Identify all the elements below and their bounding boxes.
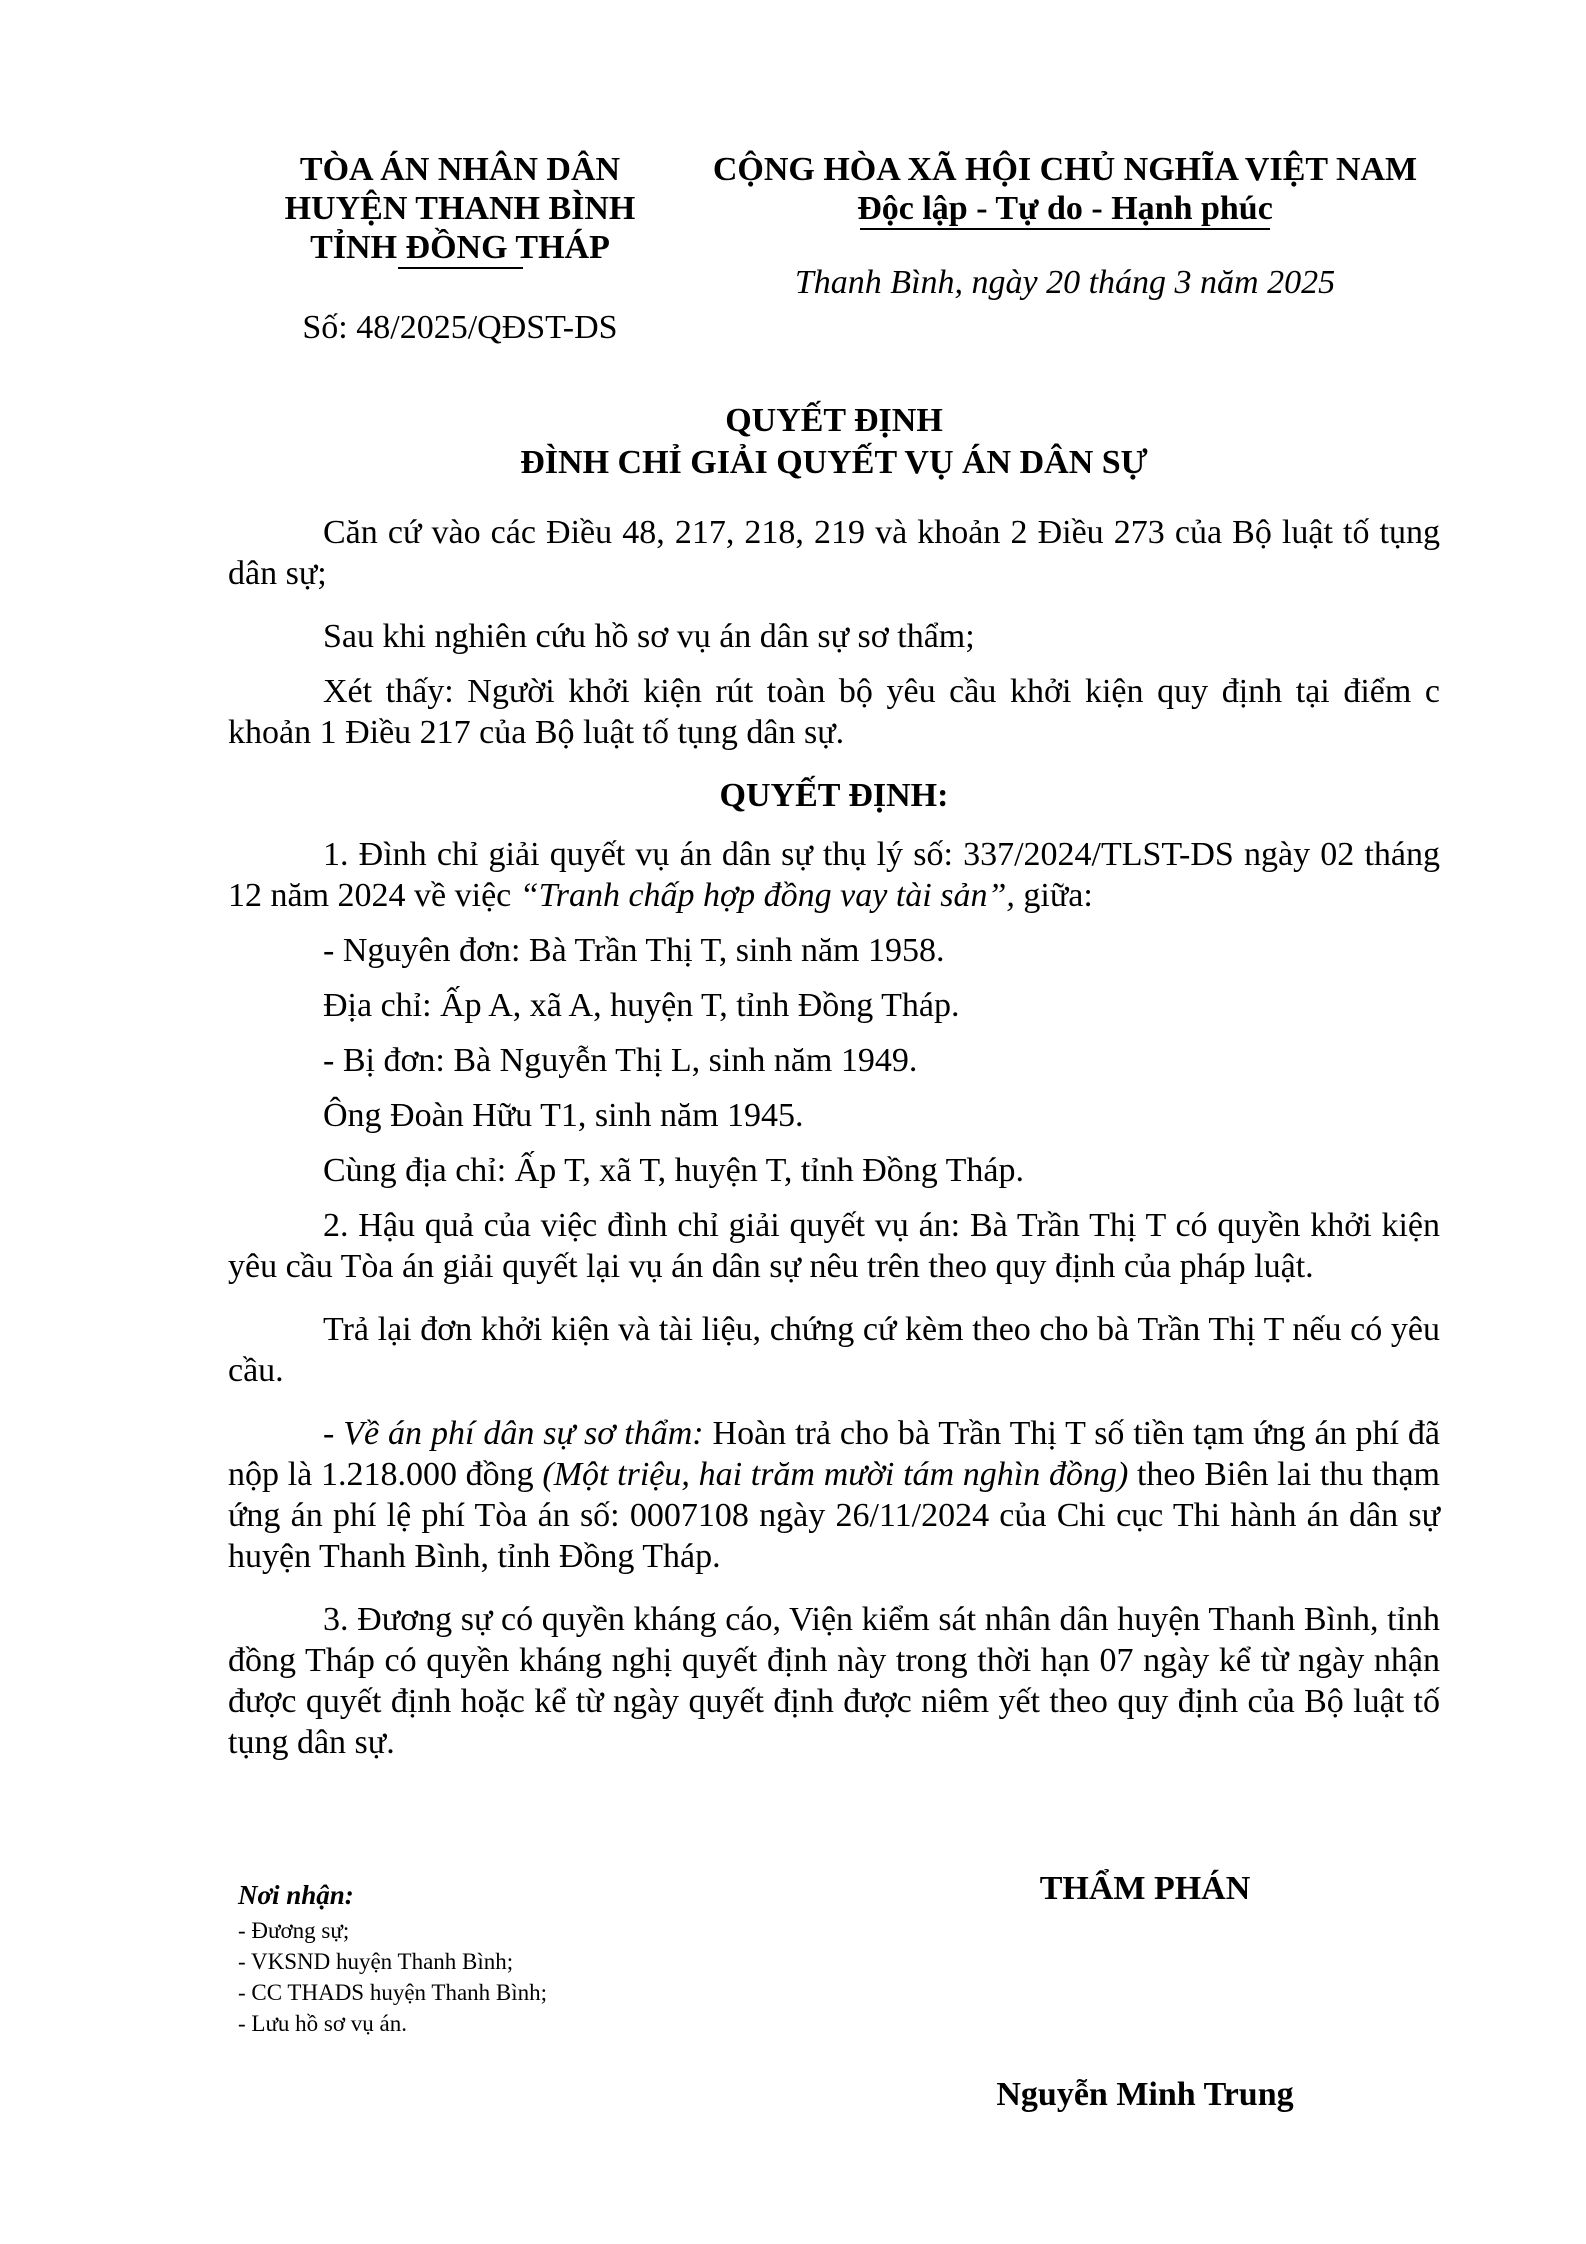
recipient-item: - Lưu hồ sơ vụ án. <box>238 2011 407 2036</box>
national-header <box>690 150 1440 302</box>
document-title <box>228 400 1440 484</box>
court-fee-label: - Về án phí dân sự sơ thẩm: <box>323 1415 704 1452</box>
judge-name: Nguyễn Minh Trung <box>996 2076 1294 2113</box>
court-name-line1: TÒA ÁN NHÂN DÂN <box>299 151 621 188</box>
recipient-item: - VKSND huyện Thanh Bình; <box>238 1949 514 1974</box>
court-fee-paragraph <box>228 1413 1440 1577</box>
court-header <box>240 150 680 347</box>
signature-block <box>930 1870 1360 2114</box>
plaintiff-line: - Nguyên đơn: Bà Trần Thị T, sinh năm 1958. <box>323 932 945 969</box>
defendant-address: Cùng địa chỉ: Ấp T, xã T, huyện T, tỉnh Đồng Tháp. <box>323 1152 1025 1189</box>
recipients-block <box>238 1880 547 2039</box>
title-line1: QUYẾT ĐỊNH <box>725 402 943 439</box>
item-2: 2. Hậu quả của việc đình chỉ giải quyết vụ án: Bà Trần Thị T có quyền khởi kiện yêu cầu Tòa án giải quyết lại vụ án dân sự nêu trên theo quy định của pháp luật. <box>228 1207 1440 1285</box>
decision-heading: QUYẾT ĐỊNH: <box>719 777 949 814</box>
item-1-text: 1. Đình chỉ giải quyết vụ án dân sự thụ lý số: 337/2024/TLST-DS ngày 02 tháng 12 năm 2024 về việc <box>228 836 1440 914</box>
national-motto: Độc lập - Tự do - Hạnh phúc <box>857 190 1273 227</box>
return-documents: Trả lại đơn khởi kiện và tài liệu, chứng cứ kèm theo cho bà Trần Thị T nếu có yêu cầu. <box>228 1311 1440 1389</box>
item-3: 3. Đương sự có quyền kháng cáo, Viện kiểm sát nhân dân huyện Thanh Bình, tỉnh đồng Tháp có quyền kháng nghị quyết định này trong thời hạn 07 ngày kể từ ngày nhận được quyết định hoặc kể từ ngày quyết định được niêm yết theo quy định của Bộ luật tố tụng dân sự. <box>228 1601 1440 1761</box>
court-fee-words: (Một triệu, hai trăm mười tám nghìn đồng) <box>542 1456 1129 1493</box>
recipients-heading: Nơi nhận: <box>238 1880 354 1910</box>
document-body <box>228 512 1440 1785</box>
decision-number: Số: 48/2025/QĐST-DS <box>302 309 618 346</box>
court-header-rule <box>398 267 523 269</box>
court-name-line3: TỈNH ĐỒNG THÁP <box>310 229 610 266</box>
national-header-rule <box>860 228 1270 230</box>
place-date: Thanh Bình, ngày 20 tháng 3 năm 2025 <box>794 264 1336 301</box>
basis-paragraph: Căn cứ vào các Điều 48, 217, 218, 219 và khoản 2 Điều 273 của Bộ luật tố tụng dân sự; <box>228 514 1440 592</box>
defendant-line: - Bị đơn: Bà Nguyễn Thị L, sinh năm 1949. <box>323 1042 918 1079</box>
plaintiff-address: Địa chỉ: Ấp A, xã A, huyện T, tỉnh Đồng Tháp. <box>323 987 960 1024</box>
item-1 <box>228 834 1440 916</box>
court-fee-text: Hoàn trả cho bà Trần Thị T số tiền tạm ứng án phí đã nộp là 1.218.000 đồng <box>228 1415 1441 1493</box>
national-name: CỘNG HÒA XÃ HỘI CHỦ NGHĨA VIỆT NAM <box>712 151 1418 188</box>
recipient-item: - Đương sự; <box>238 1918 350 1943</box>
case-title: “Tranh chấp hợp đồng vay tài sản”, <box>519 877 1015 914</box>
review-paragraph: Sau khi nghiên cứu hồ sơ vụ án dân sự sơ thẩm; <box>323 618 975 655</box>
item-1-end: giữa: <box>1014 877 1093 914</box>
court-name-line2: HUYỆN THANH BÌNH <box>284 190 636 227</box>
judge-title: THẨM PHÁN <box>1039 1870 1251 1907</box>
court-fee-receipt: theo Biên lai thu thạm ứng án phí lệ phí Tòa án số: 0007108 ngày 26/11/2024 của Chi cục Thi hành án dân sự huyện Thanh Bình, tỉnh Đồng Tháp. <box>228 1456 1440 1575</box>
finding-paragraph: Xét thấy: Người khởi kiện rút toàn bộ yêu cầu khởi kiện quy định tại điểm c khoản 1 Điều 217 của Bộ luật tố tụng dân sự. <box>228 673 1440 751</box>
defendant-2-line: Ông Đoàn Hữu T1, sinh năm 1945. <box>323 1097 804 1134</box>
recipient-item: - CC THADS huyện Thanh Bình; <box>238 1980 548 2005</box>
title-line2: ĐÌNH CHỈ GIẢI QUYẾT VỤ ÁN DÂN SỰ <box>520 444 1148 481</box>
